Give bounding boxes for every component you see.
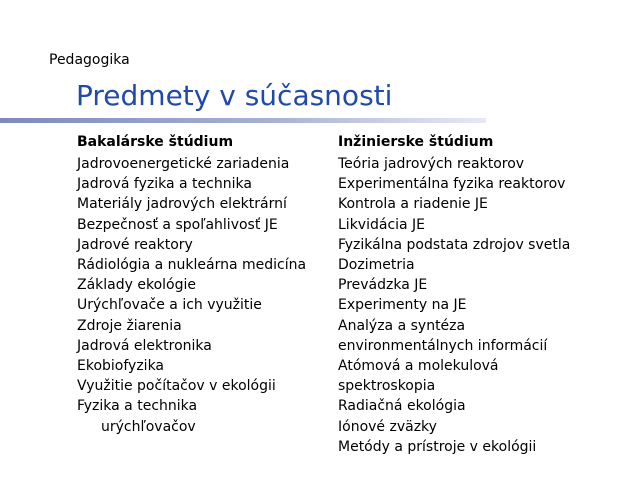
list-item: Fyzika a technika bbox=[77, 398, 198, 415]
list-item: Bezpečnosť a spoľahlivosť JE bbox=[77, 216, 278, 233]
list-item: Dozimetria bbox=[338, 257, 415, 274]
bachelor-subject-list bbox=[77, 154, 332, 437]
section-label: Pedagogika bbox=[49, 52, 130, 68]
list-item: Jadrová elektronika bbox=[77, 337, 212, 354]
engineering-subject-list bbox=[338, 154, 638, 457]
bachelor-heading: Bakalárske štúdium bbox=[77, 134, 234, 150]
list-item: Využitie počítačov v ekológii bbox=[77, 378, 276, 395]
list-item: Analýza a syntéza bbox=[338, 317, 466, 334]
list-item: Rádiológia a nukleárna medicína bbox=[77, 257, 307, 274]
list-item: Experimentálna fyzika reaktorov bbox=[338, 176, 566, 193]
list-item: Jadrové reaktory bbox=[77, 236, 193, 253]
title-underline bbox=[0, 118, 486, 123]
engineering-heading: Inžinierske štúdium bbox=[338, 134, 494, 150]
list-item: Urýchľovače a ich využitie bbox=[77, 297, 262, 314]
list-item: spektroskopia bbox=[338, 378, 436, 395]
bachelor-column bbox=[77, 132, 332, 437]
list-item: Metódy a prístroje v ekológii bbox=[338, 438, 537, 455]
list-item: Fyzikálna podstata zdrojov svetla bbox=[338, 236, 571, 253]
list-item: Zdroje žiarenia bbox=[77, 317, 182, 334]
list-item: Jadrová fyzika a technika bbox=[77, 176, 252, 193]
list-item: Iónové zväzky bbox=[338, 418, 437, 435]
slide-title: Predmety v súčasnosti bbox=[76, 79, 393, 112]
list-item: environmentálnych informácií bbox=[338, 337, 548, 354]
list-item: Ekobiofyzika bbox=[77, 358, 165, 375]
list-item: Radiačná ekológia bbox=[338, 398, 466, 415]
list-item: Experimenty na JE bbox=[338, 297, 467, 314]
list-item: Materiály jadrových elektrární bbox=[77, 196, 287, 213]
list-item: urýchľovačov bbox=[101, 418, 196, 435]
list-item: Prevádzka JE bbox=[338, 277, 428, 294]
list-item: Atómová a molekulová bbox=[338, 358, 499, 375]
list-item: Základy ekológie bbox=[77, 277, 196, 294]
list-item: Teória jadrových reaktorov bbox=[338, 156, 525, 172]
list-item: Kontrola a riadenie JE bbox=[338, 196, 488, 213]
list-item: Jadrovoenergetické zariadenia bbox=[77, 156, 290, 172]
engineering-column bbox=[338, 132, 638, 457]
list-item: Likvidácia JE bbox=[338, 216, 426, 233]
